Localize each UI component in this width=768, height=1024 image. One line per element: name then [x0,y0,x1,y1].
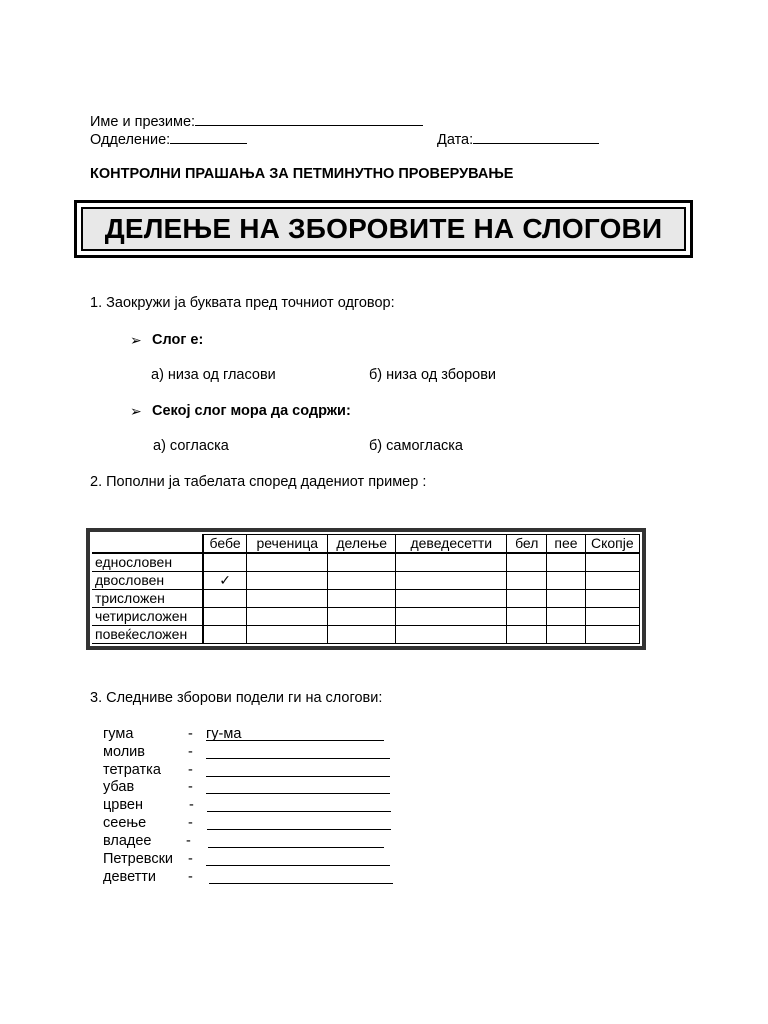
table-cell[interactable] [396,590,507,608]
column-header: деведесетти [396,535,507,554]
table-cell[interactable] [547,590,585,608]
column-header: бел [507,535,547,554]
table-cell[interactable] [507,608,547,626]
table-header-row [92,535,640,554]
table-cell[interactable] [247,626,328,644]
q1-item1-question: Слог е: [152,332,204,348]
syllable-table-frame [86,528,646,650]
q3-word: црвен [103,797,143,813]
row-label: трисложен [92,590,203,608]
table-cell[interactable] [203,553,247,572]
table-cell[interactable] [547,572,585,590]
date-blank[interactable] [473,130,599,144]
q3-dash: - [188,726,193,742]
q3-answer-line[interactable] [208,833,384,848]
q3-word: убав [103,779,135,795]
q3-word: Петревски [103,851,174,867]
table-cell[interactable] [585,590,639,608]
table-cell[interactable] [547,553,585,572]
q3-dash: - [186,833,191,849]
name-blank[interactable] [195,112,423,126]
q3-answer-line[interactable] [207,815,391,830]
page-title: ДЕЛЕЊЕ НА ЗБОРОВИТЕ НА СЛОГОВИ [81,207,686,251]
q3-dash: - [188,762,193,778]
q3-answer-line[interactable] [206,762,390,777]
table-cell[interactable] [507,553,547,572]
q2-instruction: 2. Пополни ја табелата според дадениот пример : [90,474,427,490]
q1-item2-option-a[interactable]: а) согласка [153,438,229,454]
q3-word: владее [103,833,152,849]
table-cell[interactable] [247,572,328,590]
q3-dash: - [188,744,193,760]
table-cell[interactable] [247,590,328,608]
q3-answer-line[interactable] [206,851,390,866]
q3-word: гума [103,726,134,742]
subtitle: КОНТРОЛНИ ПРАШАЊА ЗА ПЕТМИНУТНО ПРОВЕРУВАЊЕ [90,166,514,182]
table-cell[interactable] [327,608,395,626]
table-cell[interactable] [396,626,507,644]
column-header: реченица [247,535,328,554]
table-cell[interactable] [585,626,639,644]
column-header: делење [327,535,395,554]
q3-word: деветти [103,869,157,885]
table-cell[interactable] [396,608,507,626]
date-field-row [437,130,599,148]
arrow-bullet-icon: ➢ [130,403,142,419]
table-cell[interactable] [507,626,547,644]
q1-item1-option-b[interactable]: б) низа од зборови [369,367,497,383]
class-blank[interactable] [170,130,247,144]
arrow-bullet-icon: ➢ [130,332,142,348]
table-cell[interactable] [327,626,395,644]
table-cell[interactable] [585,572,639,590]
table-row [92,553,640,572]
q3-dash: - [188,869,193,885]
table-corner-cell [92,535,203,554]
table-cell[interactable] [203,608,247,626]
q3-answer-line[interactable] [209,869,393,884]
q1-item2-option-b[interactable]: б) самогласка [369,438,463,454]
class-field-row [90,130,247,148]
q3-dash: - [189,797,194,813]
column-header: бебе [203,535,247,554]
q3-dash: - [188,815,193,831]
q3-dash: - [188,779,193,795]
table-row [92,590,640,608]
checkmark-cell[interactable]: ✓ [203,572,247,590]
q3-answer-line[interactable] [207,797,391,812]
row-label: двословен [92,572,203,590]
table-cell[interactable] [327,590,395,608]
table-cell[interactable] [547,626,585,644]
table-cell[interactable] [396,572,507,590]
q3-word: сеење [103,815,147,831]
table-cell[interactable] [203,590,247,608]
column-header: Скопје [585,535,639,554]
table-cell[interactable] [247,553,328,572]
row-label: еднословен [92,553,203,572]
row-label: четирисложен [92,608,203,626]
q1-instruction: 1. Заокружи ја буквата пред точниот одговор: [90,295,395,311]
q3-answer-line[interactable]: гу-ма [206,726,384,741]
title-box [74,200,693,258]
q3-dash: - [188,851,193,867]
q1-item2-question: Секој слог мора да содржи: [152,403,351,419]
table-cell[interactable] [327,572,395,590]
table-cell[interactable] [507,590,547,608]
table-cell[interactable] [585,553,639,572]
table-row [92,626,640,644]
q3-answer-line[interactable] [206,744,390,759]
row-label: повеќесложен [92,626,203,644]
q3-word: молив [103,744,145,760]
q1-item1-option-a[interactable]: а) низа од гласови [151,367,276,383]
q3-instruction: 3. Следниве зборови подели ги на слогови: [90,690,383,706]
table-row [92,608,640,626]
name-field-row [90,112,423,130]
syllable-table [92,534,640,644]
q3-answer-line[interactable] [206,779,390,794]
table-cell[interactable] [247,608,328,626]
table-cell[interactable] [547,608,585,626]
name-label: Име и презиме: [90,114,196,130]
q3-word: тетратка [103,762,161,778]
table-cell[interactable] [203,626,247,644]
class-label: Одделение: [90,132,171,148]
table-cell[interactable] [507,572,547,590]
date-label: Дата: [437,132,474,148]
table-cell[interactable] [396,553,507,572]
table-cell[interactable] [585,608,639,626]
table-cell[interactable] [327,553,395,572]
column-header: пее [547,535,585,554]
table-row [92,572,640,590]
